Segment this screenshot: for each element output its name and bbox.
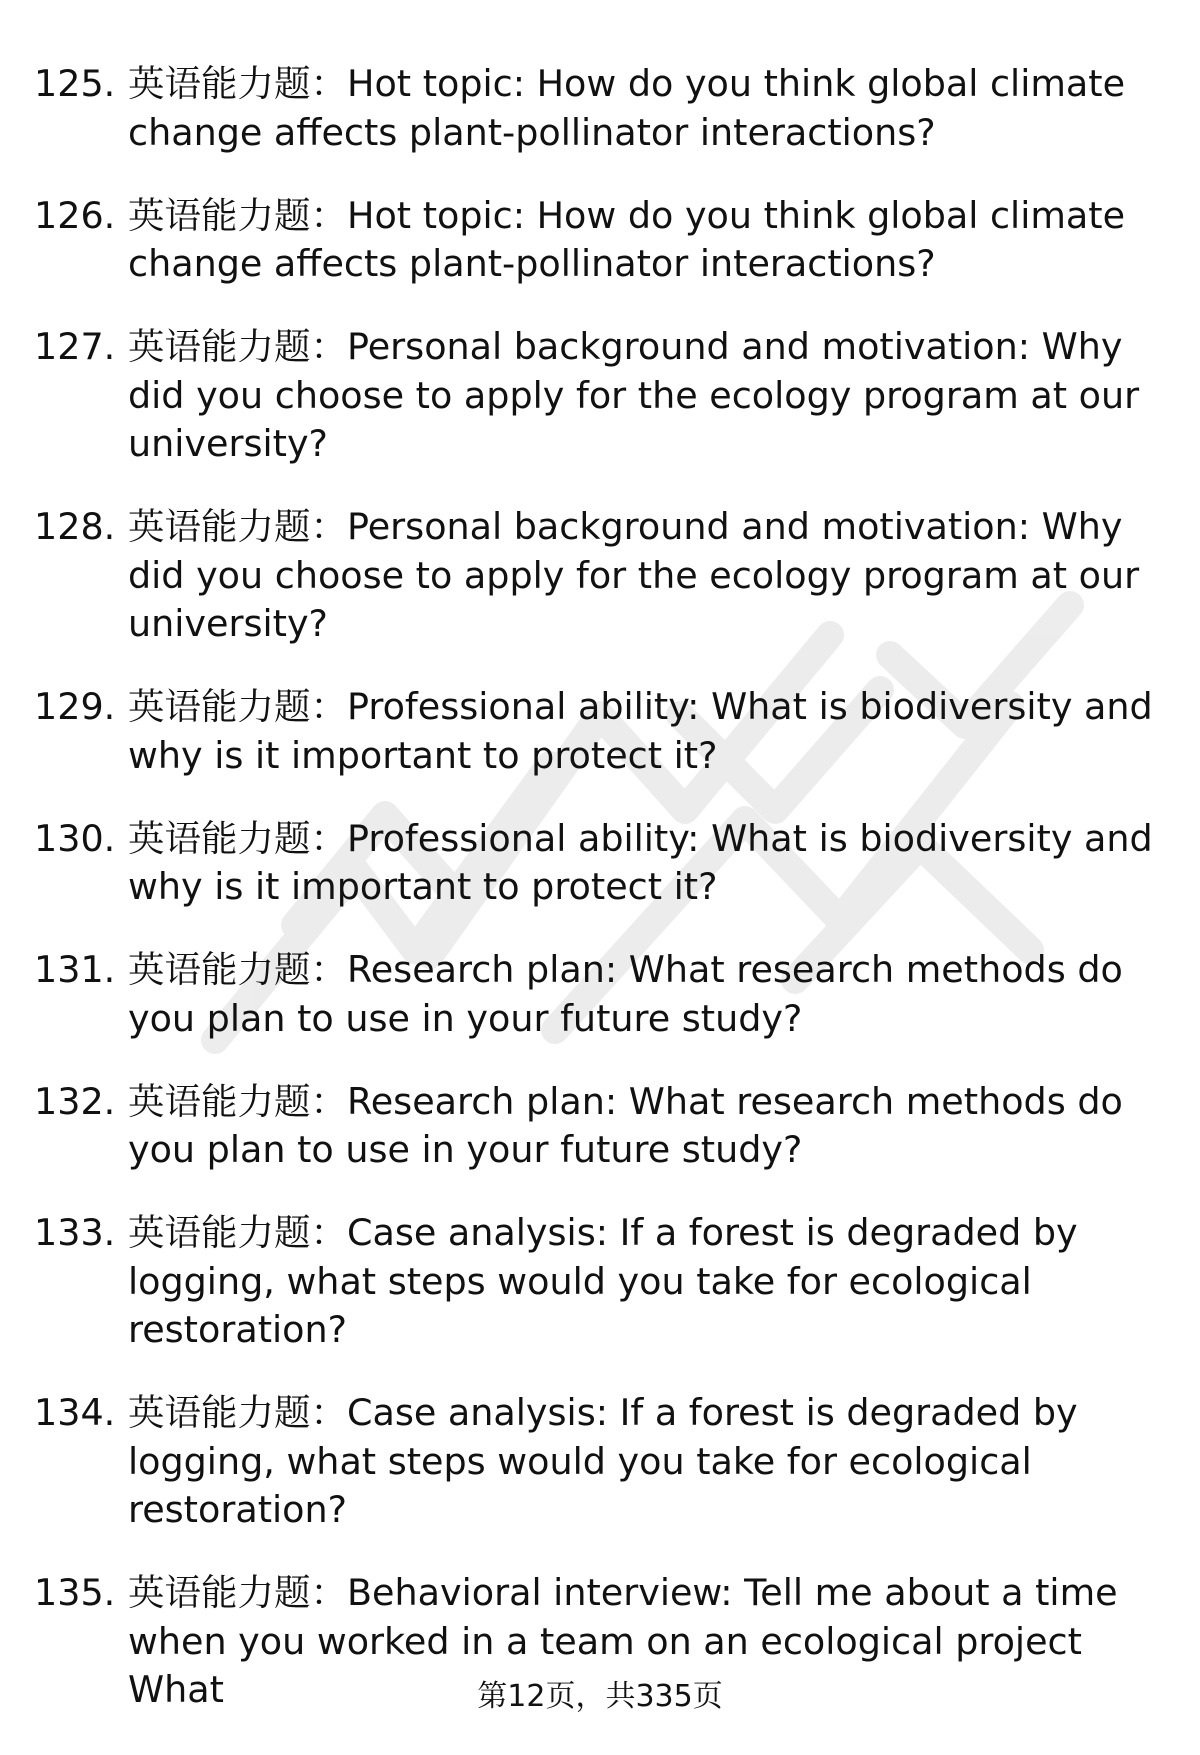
question-item-130: [34, 815, 1174, 912]
question-item-127: [34, 323, 1174, 469]
question-number: 125.: [34, 62, 116, 105]
question-number: 131.: [34, 948, 116, 991]
question-text: 英语能力题：Case analysis: If a forest is degraded by logging, what steps would you take for ecological restoration?: [128, 1211, 1078, 1351]
question-number: 126.: [34, 193, 116, 237]
question-text: 英语能力题：Behavioral interview: Tell me about a time when you worked in a team on an ecological project What: [128, 1571, 1118, 1711]
question-text: 英语能力题：Case analysis: If a forest is degraded by logging, what steps would you take for ecological restoration?: [128, 1391, 1078, 1531]
question-number: 128.: [34, 505, 116, 548]
question-item-129: [34, 683, 1174, 780]
question-number: 133.: [34, 1211, 116, 1254]
question-number: 134.: [34, 1391, 116, 1434]
question-number: 132.: [34, 1079, 116, 1123]
question-item-126: [34, 192, 1174, 289]
question-text: 英语能力题：Hot topic: How do you think global climate change affects plant-pollinator interactions?: [128, 62, 1126, 154]
question-text: 英语能力题：Research plan: What research methods do you plan to use in your future study?: [128, 1079, 1123, 1171]
question-item-132: [34, 1078, 1174, 1175]
question-item-131: [34, 946, 1174, 1043]
question-item-134: [34, 1389, 1174, 1535]
question-text: 英语能力题：Personal background and motivation: Why did you choose to apply for the ecology program at our university?: [128, 325, 1140, 465]
question-text: 英语能力题：Personal background and motivation: Why did you choose to apply for the ecology program at our university?: [128, 505, 1140, 645]
question-text: 英语能力题：Professional ability: What is biodiversity and why is it important to protect it?: [128, 816, 1153, 908]
question-list: [34, 60, 1174, 1749]
page-number-footer: 第12页，共335页: [477, 1679, 723, 1714]
question-number: 130.: [34, 816, 116, 860]
question-number: 129.: [34, 685, 116, 728]
question-text: 英语能力题：Hot topic: How do you think global climate change affects plant-pollinator interactions?: [128, 193, 1126, 285]
question-text: 英语能力题：Professional ability: What is biodiversity and why is it important to protect it?: [128, 685, 1153, 777]
question-text: 英语能力题：Research plan: What research methods do you plan to use in your future study?: [128, 948, 1123, 1040]
question-number: 127.: [34, 325, 116, 368]
question-number: 135.: [34, 1571, 116, 1614]
question-item-125: [34, 60, 1174, 157]
question-item-133: [34, 1209, 1174, 1355]
question-item-128: [34, 503, 1174, 649]
